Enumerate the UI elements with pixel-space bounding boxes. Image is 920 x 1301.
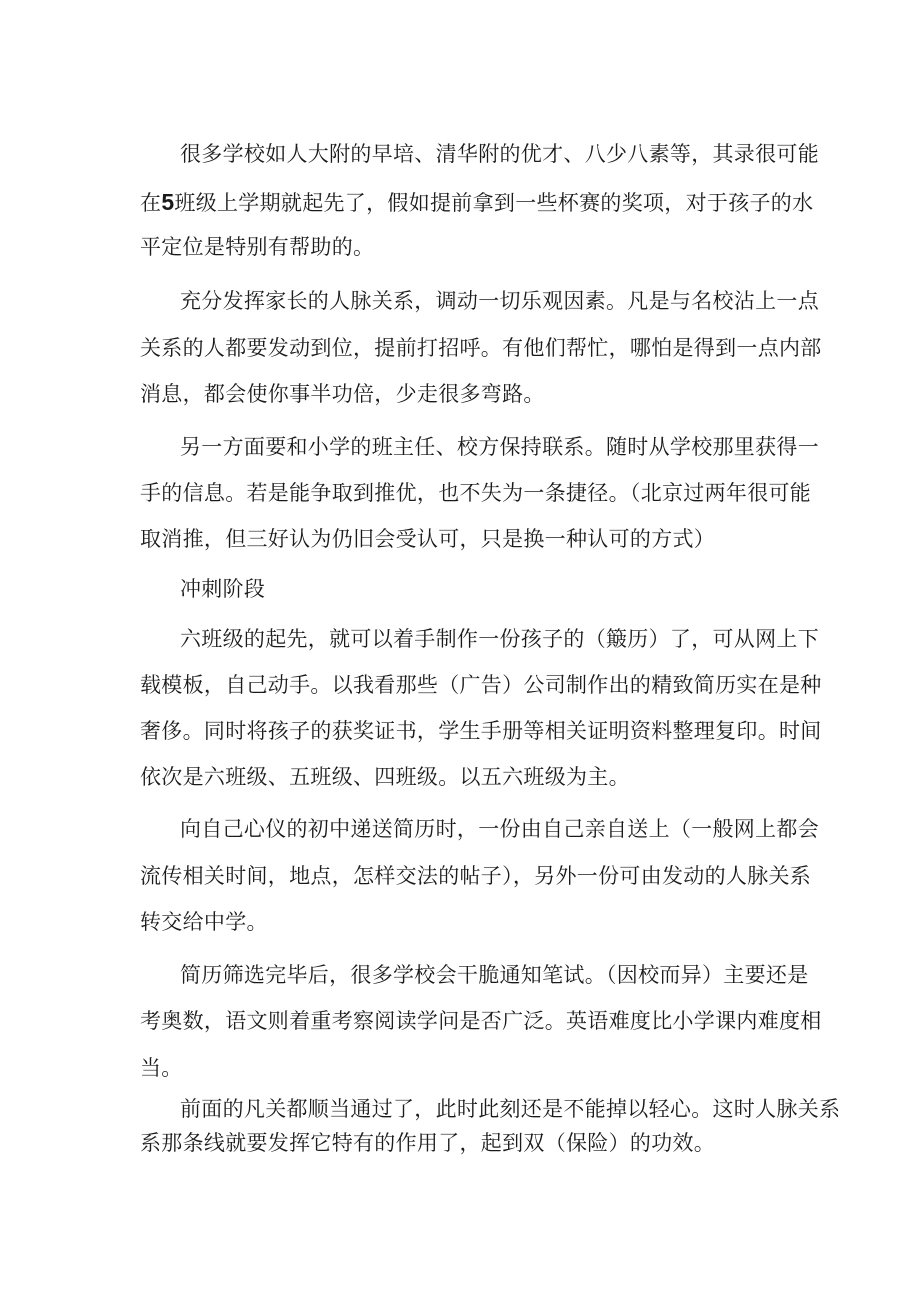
paragraph-5-line-4: 依次是六班级、五班级、四班级。以五六班级为主。: [140, 765, 630, 789]
paragraph-6-line-2: 流传相关时间，地点，怎样交法的帖子），另外一份可由发动的人脉关系: [140, 864, 812, 888]
paragraph-1-line-3: 平定位是特别有帮助的。: [140, 235, 375, 259]
paragraph-7-line-3: 当。: [140, 1056, 183, 1080]
paragraph-2-line-2: 关系的人都要发动到位，提前打招呼。有他们帮忙，哪怕是得到一点内部: [140, 336, 822, 360]
paragraph-3-line-3: 取消推，但三好认为仍旧会受认可，只是换一种认可的方式）: [140, 527, 716, 551]
paragraph-7-line-2: 考奥数，语文则着重考察阅读学问是否广泛。英语难度比小学课内难度相: [140, 1009, 822, 1033]
section-heading: 冲刺阶段: [180, 577, 266, 601]
paragraph-3-line-1: 另一方面要和小学的班主任、校方保持联系。随时从学校那里获得一: [180, 435, 819, 459]
paragraph-6-line-1: 向自己心仪的初中递送简历时，一份由自己亲自送上（一般网上都会: [180, 817, 819, 841]
paragraph-2-line-1: 充分发挥家长的人脉关系，调动一切乐观因素。凡是与名校沾上一点: [180, 289, 819, 313]
paragraph-5-line-3: 奢侈。同时将孩子的获奖证书，学生手册等相关证明资料整理复印。时间: [140, 719, 822, 743]
text-segment: 班级上学期就起先了，假如提前拿到一些杯赛的奖项，对于孩子的水: [174, 191, 814, 215]
paragraph-5-line-1: 六班级的起先，就可以着手制作一份孩子的（簸历）了，可从网上下: [180, 627, 819, 651]
paragraph-1-line-2: [140, 187, 813, 218]
paragraph-1-line-1: 很多学校如人大附的早培、清华附的优才、八少八素等，其录很可能: [180, 142, 819, 166]
paragraph-6-line-3: 转交给中学。: [140, 910, 268, 934]
paragraph-8-line-2: 系那条线就要发挥它特有的作用了，起到双（保险）的功效。: [140, 1131, 716, 1155]
paragraph-5-line-2: 载模板，自己动手。以我看那些（广告）公司制作出的精致简历实在是种: [140, 673, 822, 697]
text-segment: 在: [140, 191, 162, 215]
grade-number: 5: [161, 189, 175, 215]
paragraph-7-line-1: 简历筛选完毕后，很多学校会干脆通知笔试。（因校而异）主要还是: [180, 963, 809, 987]
paragraph-3-line-2: 手的信息。若是能争取到推优，也不失为一条捷径。（北京过两年很可能: [140, 481, 812, 505]
paragraph-2-line-3: 消息，都会使你事半功倍，少走很多弯路。: [140, 382, 545, 406]
paragraph-8-line-1: 前面的凡关都顺当通过了，此时此刻还是不能掉以轻心。这时人脉关系: [180, 1097, 841, 1121]
